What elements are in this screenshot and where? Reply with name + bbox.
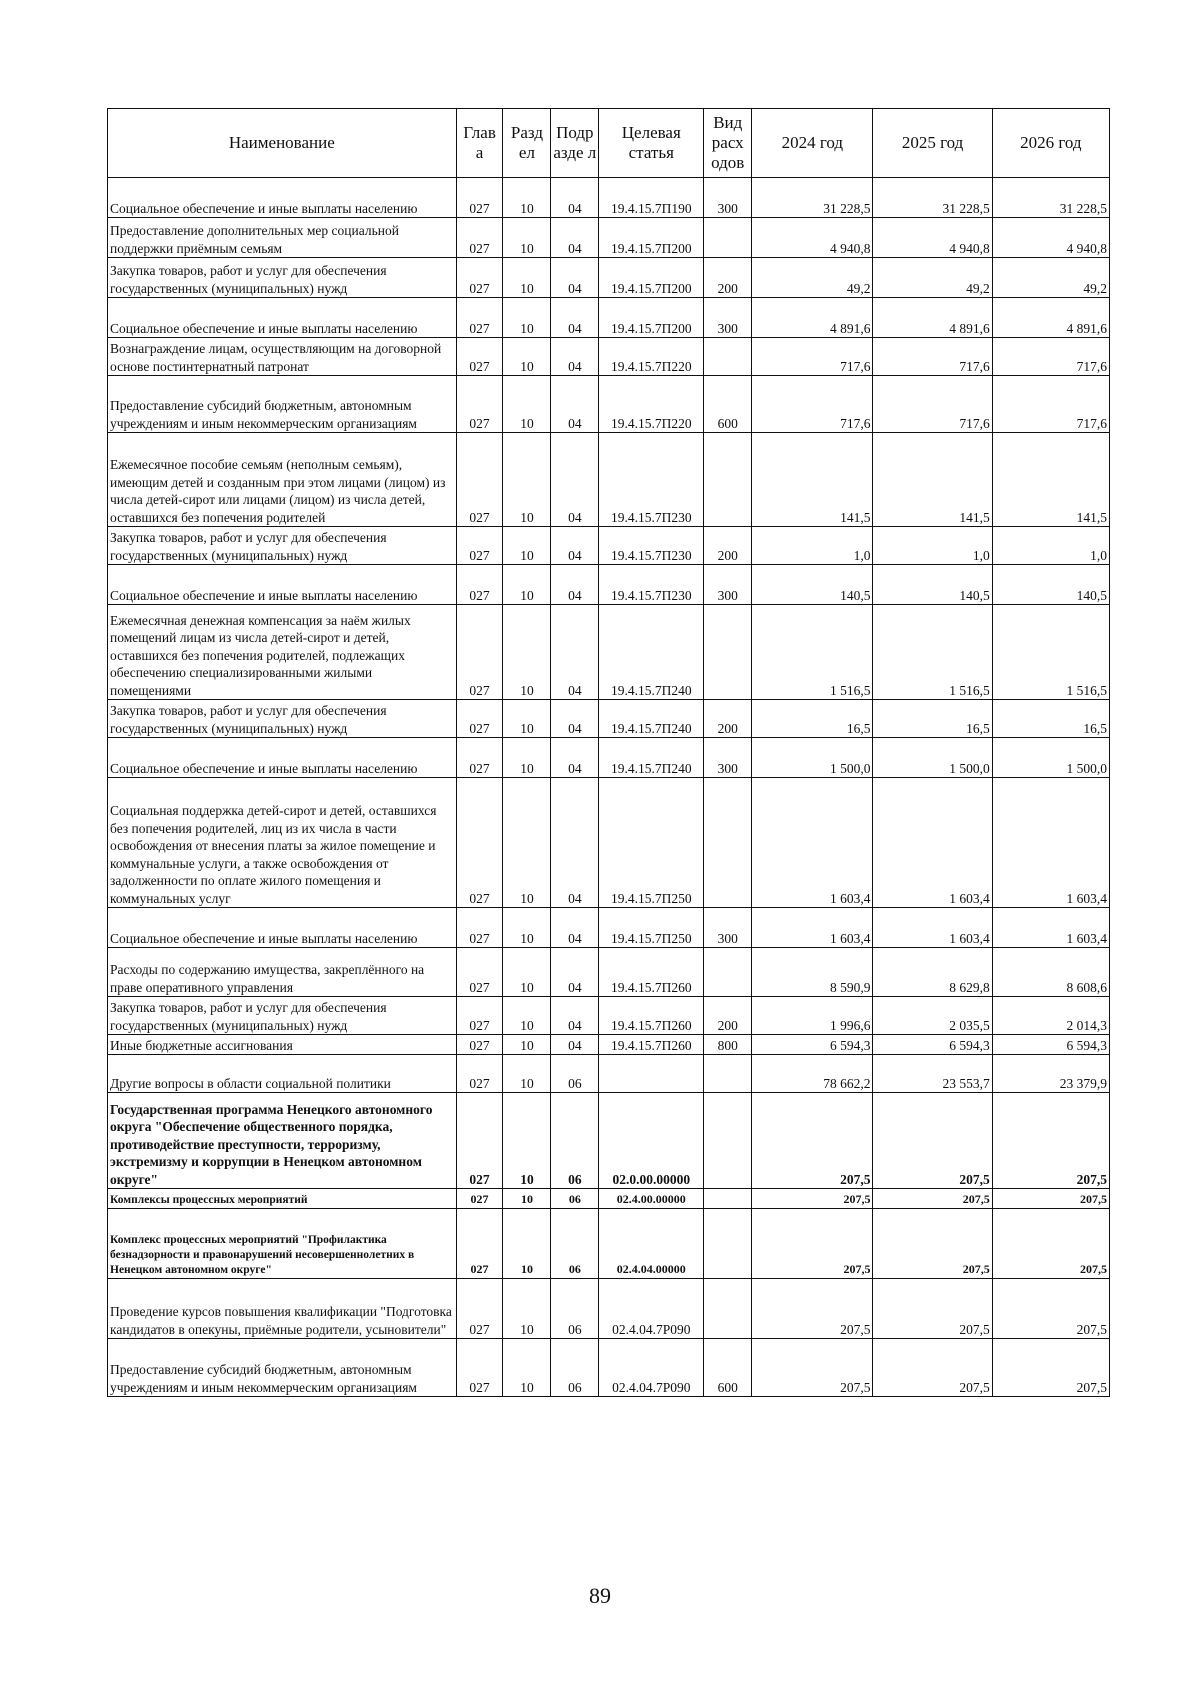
row-celevaya-statya: 19.4.15.7П200 [599,298,704,338]
table-row [108,605,1110,700]
row-value-2024: 31 228,5 [752,178,873,218]
table-row [108,433,1110,527]
row-glava: 027 [456,565,503,605]
row-glava: 027 [456,1279,503,1339]
row-name: Иные бюджетные ассигнования [108,1035,457,1055]
row-value-2025: 6 594,3 [873,1035,992,1055]
row-celevaya-statya: 19.4.15.7П260 [599,948,704,997]
table-row [108,376,1110,433]
row-name: Закупка товаров, работ и услуг для обеспечения государственных (муниципальных) нужд [108,700,457,738]
budget-table [107,108,1110,1397]
row-vid-rashodov [704,778,752,908]
row-vid-rashodov [704,605,752,700]
table-row [108,1279,1110,1339]
row-razdel: 10 [503,258,551,298]
row-vid-rashodov: 300 [704,565,752,605]
row-value-2024: 207,5 [752,1279,873,1339]
row-value-2025: 141,5 [873,433,992,527]
table-row [108,948,1110,997]
table-row [108,1093,1110,1189]
page-number: 89 [589,1583,611,1608]
row-value-2026: 8 608,6 [992,948,1109,997]
row-celevaya-statya: 19.4.15.7П260 [599,997,704,1035]
table-row [108,1339,1110,1397]
row-value-2026: 4 891,6 [992,298,1109,338]
row-value-2026: 6 594,3 [992,1035,1109,1055]
table-row [108,700,1110,738]
row-celevaya-statya: 02.0.00.00000 [599,1093,704,1189]
row-razdel: 10 [503,1209,551,1279]
row-value-2026: 207,5 [992,1339,1109,1397]
row-name: Ежемесячное пособие семьям (неполным семьям), имеющим детей и созданным при этом лицами (лицом) из числа детей-сирот или лицами (лицом) из числа детей, оставшихся без попечения родителей [108,433,457,527]
row-value-2026: 717,6 [992,376,1109,433]
table-row [108,258,1110,298]
row-podrazdel: 04 [551,338,599,376]
row-celevaya-statya: 19.4.15.7П230 [599,527,704,565]
row-vid-rashodov: 300 [704,738,752,778]
row-razdel: 10 [503,908,551,948]
table-row [108,298,1110,338]
row-value-2024: 4 940,8 [752,218,873,258]
table-row [108,738,1110,778]
row-vid-rashodov [704,1093,752,1189]
row-name: Предоставление субсидий бюджетным, автономным учреждениям и иным некоммерческим организациям [108,1339,457,1397]
row-value-2025: 4 891,6 [873,298,992,338]
row-glava: 027 [456,218,503,258]
header-year-2025: 2025 год [873,109,992,178]
row-razdel: 10 [503,1055,551,1093]
row-podrazdel: 04 [551,433,599,527]
row-celevaya-statya: 19.4.15.7П220 [599,376,704,433]
row-value-2024: 1 603,4 [752,778,873,908]
row-celevaya-statya: 02.4.00.00000 [599,1189,704,1209]
row-value-2025: 1,0 [873,527,992,565]
row-value-2026: 1 516,5 [992,605,1109,700]
row-razdel: 10 [503,700,551,738]
row-value-2024: 1 996,6 [752,997,873,1035]
row-razdel: 10 [503,1339,551,1397]
row-value-2025: 1 500,0 [873,738,992,778]
row-razdel: 10 [503,738,551,778]
row-name: Комплексы процессных мероприятий [108,1189,457,1209]
row-glava: 027 [456,738,503,778]
row-podrazdel: 04 [551,778,599,908]
row-value-2025: 207,5 [873,1339,992,1397]
row-name: Проведение курсов повышения квалификации "Подготовка кандидатов в опекуны, приёмные родители, усыновители" [108,1279,457,1339]
table-row [108,1055,1110,1093]
row-vid-rashodov: 800 [704,1035,752,1055]
row-vid-rashodov [704,433,752,527]
row-podrazdel: 04 [551,376,599,433]
row-celevaya-statya: 02.4.04.7Р090 [599,1279,704,1339]
header-name: Наименование [108,109,457,178]
row-name: Социальное обеспечение и иные выплаты населению [108,565,457,605]
row-podrazdel: 06 [551,1189,599,1209]
row-glava: 027 [456,997,503,1035]
row-value-2025: 31 228,5 [873,178,992,218]
table-row [108,1189,1110,1209]
header-podrazdel: Подр азде л [551,109,599,178]
table-row [108,1209,1110,1279]
row-vid-rashodov [704,338,752,376]
row-name: Социальная поддержка детей-сирот и детей, оставшихся без попечения родителей, лиц из их числа в части освобождения от внесения платы за жилое помещение и коммунальные услуги, а также освобождения от задолженности по оплате жилого помещения и коммунальных услуг [108,778,457,908]
row-value-2025: 207,5 [873,1209,992,1279]
row-vid-rashodov: 200 [704,527,752,565]
row-razdel: 10 [503,1035,551,1055]
table-row [108,908,1110,948]
row-name: Социальное обеспечение и иные выплаты населению [108,738,457,778]
row-glava: 027 [456,338,503,376]
row-vid-rashodov: 600 [704,1339,752,1397]
row-vid-rashodov: 300 [704,908,752,948]
row-value-2025: 4 940,8 [873,218,992,258]
row-value-2026: 1 603,4 [992,778,1109,908]
row-podrazdel: 06 [551,1055,599,1093]
row-celevaya-statya: 19.4.15.7П220 [599,338,704,376]
row-value-2024: 8 590,9 [752,948,873,997]
row-razdel: 10 [503,948,551,997]
row-vid-rashodov [704,1209,752,1279]
row-celevaya-statya: 19.4.15.7П230 [599,565,704,605]
row-value-2025: 717,6 [873,376,992,433]
row-podrazdel: 06 [551,1093,599,1189]
header-year-2024: 2024 год [752,109,873,178]
row-razdel: 10 [503,338,551,376]
row-value-2025: 8 629,8 [873,948,992,997]
row-value-2026: 207,5 [992,1279,1109,1339]
row-glava: 027 [456,1209,503,1279]
row-vid-rashodov: 200 [704,258,752,298]
row-glava: 027 [456,527,503,565]
header-vid-rashodov: Вид расх одов [704,109,752,178]
header-razdel: Разд ел [503,109,551,178]
row-vid-rashodov [704,948,752,997]
row-podrazdel: 04 [551,908,599,948]
row-glava: 027 [456,1339,503,1397]
row-podrazdel: 04 [551,527,599,565]
row-podrazdel: 06 [551,1279,599,1339]
row-name: Другие вопросы в области социальной политики [108,1055,457,1093]
row-podrazdel: 04 [551,700,599,738]
row-razdel: 10 [503,1279,551,1339]
row-value-2026: 140,5 [992,565,1109,605]
row-vid-rashodov [704,218,752,258]
row-razdel: 10 [503,218,551,258]
row-value-2024: 207,5 [752,1339,873,1397]
row-podrazdel: 04 [551,997,599,1035]
row-celevaya-statya: 19.4.15.7П230 [599,433,704,527]
table-row [108,218,1110,258]
row-vid-rashodov [704,1279,752,1339]
row-celevaya-statya: 19.4.15.7П200 [599,218,704,258]
budget-table-container [107,108,1110,1397]
row-name: Социальное обеспечение и иные выплаты населению [108,298,457,338]
row-name: Вознаграждение лицам, осуществляющим на договорной основе постинтернатный патронат [108,338,457,376]
row-podrazdel: 06 [551,1339,599,1397]
row-razdel: 10 [503,605,551,700]
table-row [108,338,1110,376]
row-razdel: 10 [503,778,551,908]
row-razdel: 10 [503,1093,551,1189]
row-value-2025: 1 603,4 [873,778,992,908]
row-value-2026: 1,0 [992,527,1109,565]
row-glava: 027 [456,298,503,338]
row-vid-rashodov [704,1189,752,1209]
row-value-2025: 16,5 [873,700,992,738]
row-celevaya-statya: 19.4.15.7П240 [599,700,704,738]
row-name: Предоставление субсидий бюджетным, автономным учреждениям и иным некоммерческим организациям [108,376,457,433]
row-razdel: 10 [503,178,551,218]
row-razdel: 10 [503,298,551,338]
row-name: Социальное обеспечение и иные выплаты населению [108,908,457,948]
row-podrazdel: 06 [551,1209,599,1279]
row-value-2025: 140,5 [873,565,992,605]
row-value-2024: 1 603,4 [752,908,873,948]
row-podrazdel: 04 [551,605,599,700]
row-name: Закупка товаров, работ и услуг для обеспечения государственных (муниципальных) нужд [108,997,457,1035]
row-value-2026: 207,5 [992,1189,1109,1209]
row-podrazdel: 04 [551,178,599,218]
row-name: Ежемесячная денежная компенсация за наём жилых помещений лицам из числа детей-сирот и детей, оставшихся без попечения родителей, подлежащих обеспечению специализированными жилыми помещениями [108,605,457,700]
row-glava: 027 [456,1093,503,1189]
row-value-2026: 49,2 [992,258,1109,298]
row-vid-rashodov: 200 [704,700,752,738]
row-podrazdel: 04 [551,565,599,605]
row-value-2025: 1 516,5 [873,605,992,700]
row-value-2026: 4 940,8 [992,218,1109,258]
row-glava: 027 [456,700,503,738]
row-celevaya-statya: 19.4.15.7П240 [599,605,704,700]
table-row [108,565,1110,605]
row-glava: 027 [456,433,503,527]
row-value-2024: 717,6 [752,376,873,433]
row-podrazdel: 04 [551,258,599,298]
row-value-2025: 207,5 [873,1189,992,1209]
row-razdel: 10 [503,376,551,433]
row-name: Государственная программа Ненецкого автономного округа "Обеспечение общественного порядка, противодействие преступности, терроризму, экстремизму и коррупции в Ненецком автономном округе" [108,1093,457,1189]
row-value-2024: 49,2 [752,258,873,298]
row-value-2024: 140,5 [752,565,873,605]
row-razdel: 10 [503,433,551,527]
row-value-2024: 141,5 [752,433,873,527]
row-value-2024: 1 516,5 [752,605,873,700]
row-celevaya-statya: 19.4.15.7П200 [599,258,704,298]
row-value-2026: 23 379,9 [992,1055,1109,1093]
row-podrazdel: 04 [551,298,599,338]
row-value-2024: 207,5 [752,1093,873,1189]
row-vid-rashodov [704,1055,752,1093]
row-vid-rashodov: 200 [704,997,752,1035]
row-glava: 027 [456,605,503,700]
row-glava: 027 [456,376,503,433]
row-glava: 027 [456,908,503,948]
row-celevaya-statya: 19.4.15.7П260 [599,1035,704,1055]
row-value-2024: 207,5 [752,1189,873,1209]
row-name: Предоставление дополнительных мер социальной поддержки приёмным семьям [108,218,457,258]
row-value-2026: 1 500,0 [992,738,1109,778]
row-value-2026: 141,5 [992,433,1109,527]
row-value-2026: 717,6 [992,338,1109,376]
row-value-2025: 23 553,7 [873,1055,992,1093]
row-value-2025: 207,5 [873,1279,992,1339]
row-value-2024: 207,5 [752,1209,873,1279]
table-header-row [108,109,1110,178]
row-podrazdel: 04 [551,1035,599,1055]
row-celevaya-statya: 19.4.15.7П250 [599,908,704,948]
row-value-2026: 207,5 [992,1209,1109,1279]
row-vid-rashodov: 300 [704,298,752,338]
row-value-2026: 16,5 [992,700,1109,738]
row-celevaya-statya: 19.4.15.7П240 [599,738,704,778]
row-name: Комплекс процессных мероприятий "Профилактика безнадзорности и правонарушений несовершеннолетних в Ненецком автономном округе" [108,1209,457,1279]
row-value-2025: 1 603,4 [873,908,992,948]
row-value-2024: 717,6 [752,338,873,376]
table-row [108,778,1110,908]
row-razdel: 10 [503,1189,551,1209]
table-row [108,1035,1110,1055]
row-razdel: 10 [503,997,551,1035]
table-row [108,997,1110,1035]
table-row [108,178,1110,218]
row-value-2025: 2 035,5 [873,997,992,1035]
row-vid-rashodov: 300 [704,178,752,218]
header-glava: Глав а [456,109,503,178]
row-value-2024: 4 891,6 [752,298,873,338]
table-body [108,178,1110,1397]
row-name: Закупка товаров, работ и услуг для обеспечения государственных (муниципальных) нужд [108,258,457,298]
row-value-2025: 717,6 [873,338,992,376]
row-vid-rashodov: 600 [704,376,752,433]
row-celevaya-statya: 19.4.15.7П190 [599,178,704,218]
row-celevaya-statya: 02.4.04.00000 [599,1209,704,1279]
row-glava: 027 [456,1189,503,1209]
row-celevaya-statya: 02.4.04.7Р090 [599,1339,704,1397]
row-value-2024: 1,0 [752,527,873,565]
row-value-2025: 49,2 [873,258,992,298]
row-value-2024: 78 662,2 [752,1055,873,1093]
row-name: Закупка товаров, работ и услуг для обеспечения государственных (муниципальных) нужд [108,527,457,565]
row-value-2025: 207,5 [873,1093,992,1189]
row-glava: 027 [456,178,503,218]
row-value-2026: 2 014,3 [992,997,1109,1035]
header-celevaya-statya: Целевая статья [599,109,704,178]
row-razdel: 10 [503,565,551,605]
row-celevaya-statya: 19.4.15.7П250 [599,778,704,908]
row-value-2024: 6 594,3 [752,1035,873,1055]
row-glava: 027 [456,778,503,908]
row-value-2026: 31 228,5 [992,178,1109,218]
row-podrazdel: 04 [551,948,599,997]
row-glava: 027 [456,1035,503,1055]
row-razdel: 10 [503,527,551,565]
row-podrazdel: 04 [551,218,599,258]
header-year-2026: 2026 год [992,109,1109,178]
row-value-2024: 16,5 [752,700,873,738]
row-celevaya-statya [599,1055,704,1093]
row-glava: 027 [456,258,503,298]
row-value-2024: 1 500,0 [752,738,873,778]
row-value-2026: 207,5 [992,1093,1109,1189]
row-glava: 027 [456,948,503,997]
row-glava: 027 [456,1055,503,1093]
row-name: Социальное обеспечение и иные выплаты населению [108,178,457,218]
row-value-2026: 1 603,4 [992,908,1109,948]
row-name: Расходы по содержанию имущества, закреплённого на праве оперативного управления [108,948,457,997]
row-podrazdel: 04 [551,738,599,778]
table-row [108,527,1110,565]
